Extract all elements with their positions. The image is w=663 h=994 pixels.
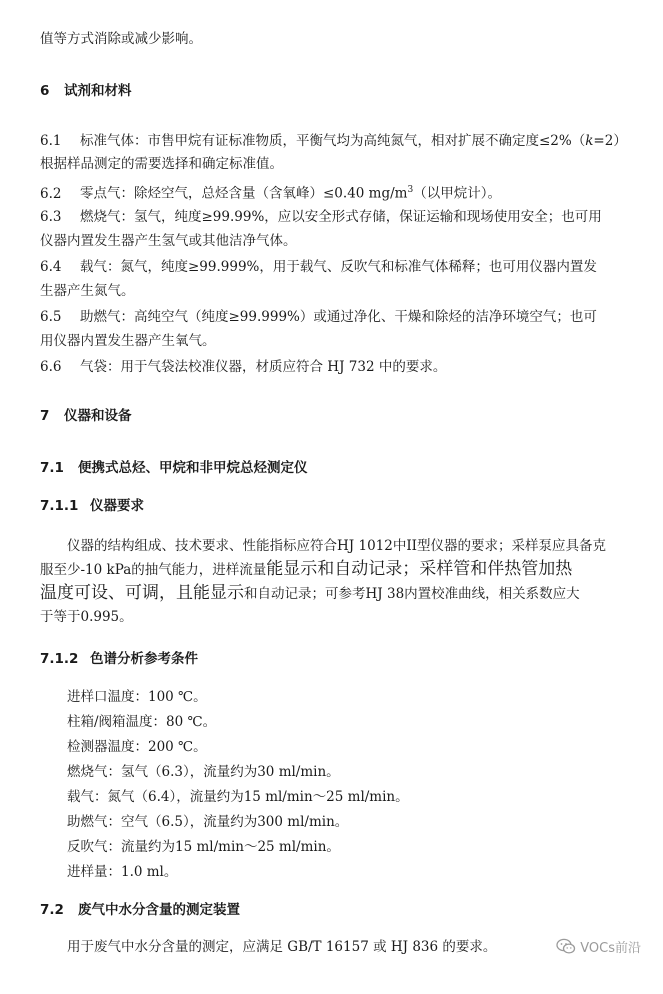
item-6-4-cont: 生器产生氮气。 (40, 283, 135, 299)
condition-fuel-gas: 燃烧气：氢气（6.3），流量约为30 ml/min。 (67, 764, 340, 780)
section-7-heading: 7 仪器和设备 (40, 408, 132, 424)
section-7-2-heading: 7.2 废气中水分含量的测定装置 (40, 902, 240, 918)
section-6-heading: 6 试剂和材料 (40, 83, 132, 99)
section-7-1-2-heading: 7.1.2 色谱分析参考条件 (40, 651, 198, 667)
item-6-4: 6.4 载气：氮气，纯度≥99.999%，用于载气、反吹气和标准气体稀释；也可用仪器内置发 (40, 259, 597, 275)
watermark-text: VOCs前沿 (580, 941, 641, 956)
watermark (556, 937, 641, 956)
para-7-1-1-line4: 于等于0.995。 (40, 609, 133, 625)
condition-injection-volume: 进样量：1.0 ml。 (67, 864, 178, 880)
item-6-1-cont: 根据样品测定的需要选择和确定标准值。 (40, 156, 283, 172)
intro-line: 值等方式消除或减少影响。 (40, 31, 202, 47)
item-6-3: 6.3 燃烧气：氢气，纯度≥99.99%，应以安全形式存储，保证运输和现场使用安全；也可用 (40, 209, 602, 225)
item-6-5: 6.5 助燃气：高纯空气（纯度≥99.999%）或通过净化、干燥和除烃的洁净环境空气；也可 (40, 309, 597, 325)
condition-inlet-temp: 进样口温度：100 ℃。 (67, 689, 207, 705)
condition-oven-temp: 柱箱/阀箱温度：80 ℃。 (67, 714, 217, 730)
item-6-6: 6.6 气袋：用于气袋法校准仪器，材质应符合 HJ 732 中的要求。 (40, 359, 447, 375)
condition-backflush-gas: 反吹气：流量约为15 ml/min～25 ml/min。 (67, 839, 340, 855)
condition-support-gas: 助燃气：空气（6.5），流量约为300 ml/min。 (67, 814, 349, 830)
para-7-1-1-line2: 服至少-10 kPa的抽气能力，进样流量能显示和自动记录；采样管和伴热管加热 (40, 559, 573, 579)
section-7-1-heading: 7.1 便携式总烃、甲烷和非甲烷总烃测定仪 (40, 460, 308, 476)
para-7-1-1-line1: 仪器的结构组成、技术要求、性能指标应符合HJ 1012中II型仪器的要求；采样泵应具备克 (67, 538, 606, 554)
wechat-icon (556, 938, 576, 955)
section-7-1-1-heading: 7.1.1 仪器要求 (40, 498, 144, 514)
condition-carrier-gas: 载气：氮气（6.4），流量约为15 ml/min～25 ml/min。 (67, 789, 409, 805)
para-7-2: 用于废气中水分含量的测定，应满足 GB/T 16157 或 HJ 836 的要求。 (67, 939, 497, 955)
para-7-1-1-line3: 温度可设、可调，且能显示和自动记录；可参考HJ 38内置校准曲线，相关系数应大 (40, 583, 580, 603)
item-6-1: 6.1 标准气体：市售甲烷有证标准物质，平衡气均为高纯氮气，相对扩展不确定度≤2%（k=2） (40, 133, 627, 149)
item-6-2: 6.2 零点气：除烃空气，总烃含量（含氧峰）≤0.40 $mg/m^3$（以甲烷计）。 (40, 185, 501, 202)
item-6-5-cont: 用仪器内置发生器产生氧气。 (40, 333, 216, 349)
condition-detector-temp: 检测器温度：200 ℃。 (67, 739, 207, 755)
item-6-3-cont: 仪器内置发生器产生氢气或其他洁净气体。 (40, 233, 297, 249)
